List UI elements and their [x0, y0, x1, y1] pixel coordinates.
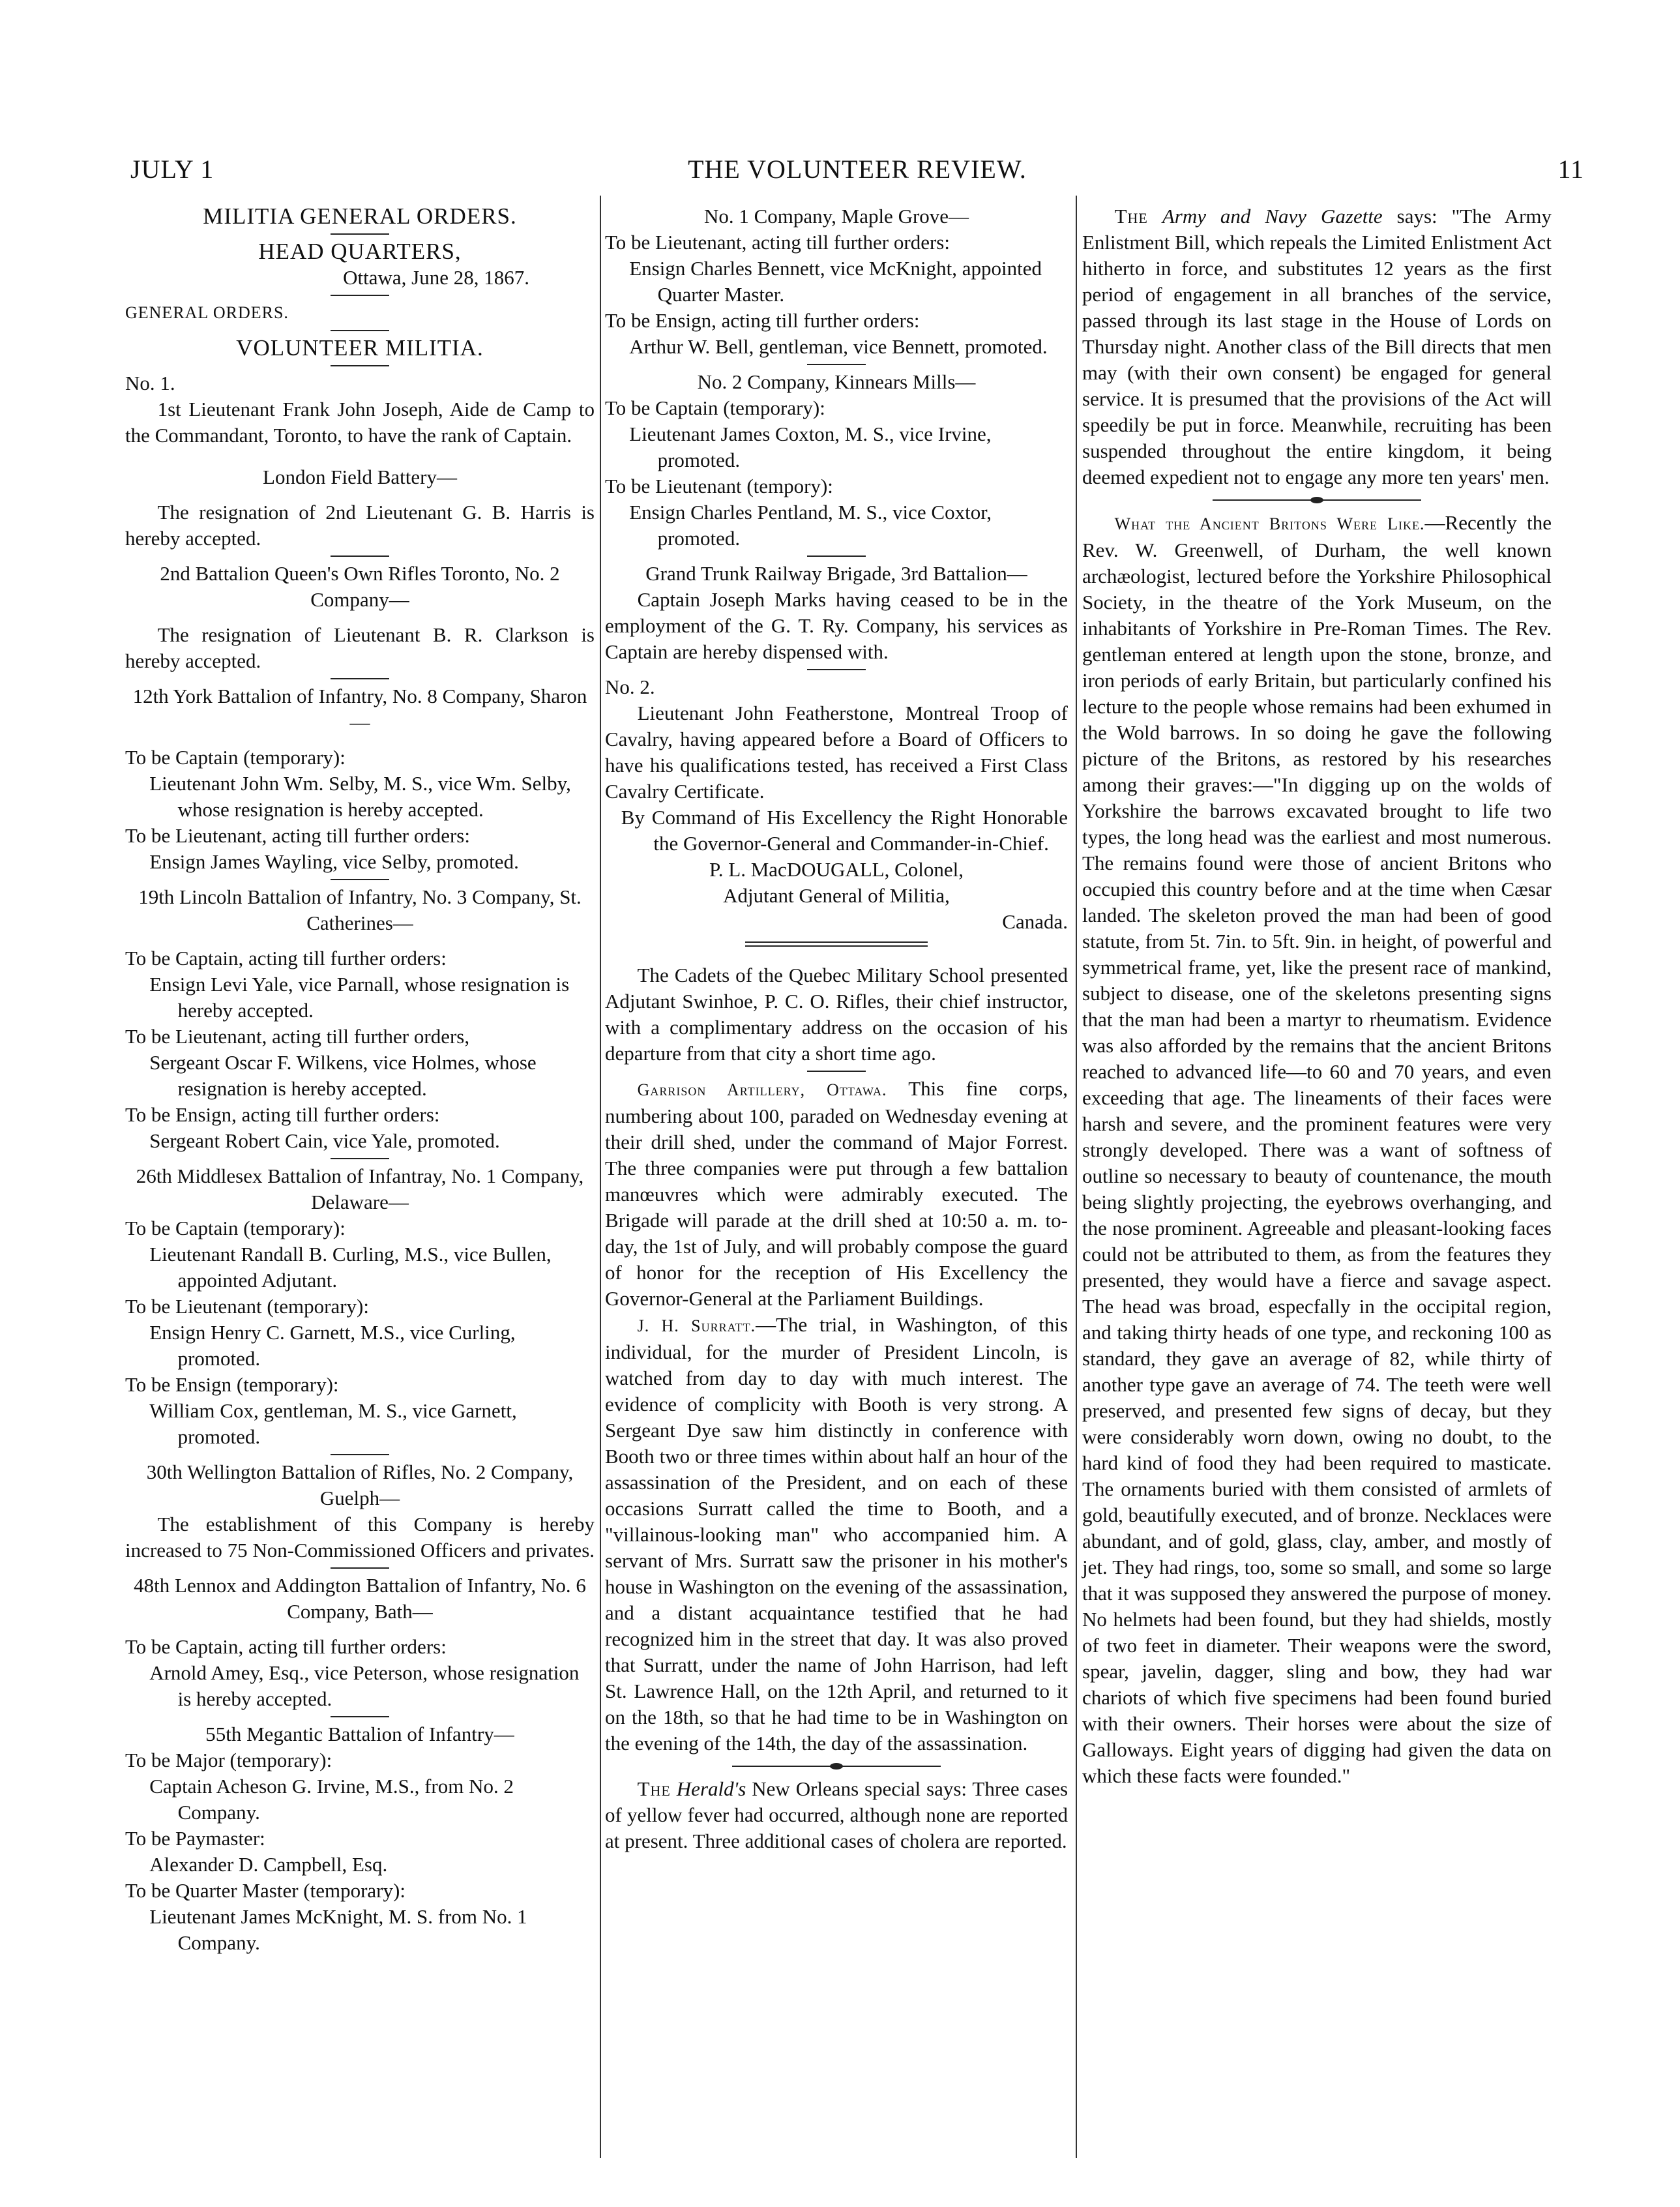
- unit-heading: Grand Trunk Railway Brigade, 3rd Battalion—: [645, 562, 1027, 585]
- unit-heading: 12th York Battalion of Infantry, No. 8 Company, Sharon—: [132, 685, 587, 733]
- order-line: To be Lieutenant, acting till further orders:: [605, 231, 950, 254]
- rule: [331, 233, 389, 235]
- rule: [331, 1158, 389, 1159]
- unit-heading: 26th Middlesex Battalion of Infantray, No. 1 Company, Delaware—: [136, 1164, 584, 1213]
- unit-heading: No. 1 Company, Maple Grove—: [703, 205, 969, 228]
- rule: [331, 1716, 389, 1717]
- order-number: No. 2.: [605, 675, 655, 698]
- rule: [807, 555, 866, 557]
- order-line: Arnold Amey, Esq., vice Peterson, whose resignation is hereby accepted.: [149, 1661, 580, 1710]
- paragraph: 1st Lieutenant Frank John Joseph, Aide de Camp to the Commandant, Toronto, to have the rank of Captain.: [125, 398, 595, 447]
- paragraph: [605, 1076, 1068, 1312]
- paragraph: [605, 1312, 1068, 1756]
- order-line: Ensign Henry C. Garnett, M.S., vice Curling, promoted.: [149, 1321, 516, 1370]
- column-2: [605, 203, 1068, 1854]
- order-number: No. 1.: [125, 372, 175, 394]
- order-line: Sergeant Robert Cain, vice Yale, promoted.: [149, 1129, 500, 1152]
- ornament-rule: [1213, 497, 1421, 503]
- ornament-rule: [732, 1763, 941, 1770]
- order-line: Arthur W. Bell, gentleman, vice Bennett, promoted.: [629, 335, 1048, 358]
- rule: [331, 295, 389, 296]
- paragraph-lead: What the Ancient Britons Were Like.: [1114, 514, 1425, 533]
- double-rule: [745, 941, 928, 947]
- header-page-number: 11: [1557, 155, 1584, 184]
- order-line: To be Lieutenant, acting till further orders:: [125, 824, 470, 847]
- rule: [331, 330, 389, 331]
- rule: [331, 879, 389, 880]
- order-line: To be Captain (temporary):: [605, 396, 825, 419]
- order-line: Ensign Charles Pentland, M. S., vice Coxtor, promoted.: [629, 501, 992, 550]
- publication-name: Herald's: [676, 1777, 746, 1800]
- dateline: Ottawa, June 28, 1867.: [343, 266, 529, 289]
- order-line: Lieutenant James McKnight, M. S. from No. 1 Company.: [149, 1905, 527, 1954]
- unit-heading: 55th Megantic Battalion of Infantry—: [205, 1723, 514, 1745]
- paragraph: [1082, 203, 1552, 490]
- column-3: [1082, 203, 1552, 1789]
- header-date: JULY 1: [130, 155, 214, 184]
- order-line: Ensign James Wayling, vice Selby, promoted.: [149, 850, 519, 873]
- paragraph: [1082, 510, 1552, 1789]
- order-line: To be Lieutenant, acting till further orders,: [125, 1025, 470, 1048]
- signature-line: Adjutant General of Militia,: [723, 884, 950, 907]
- paragraph-lead: J. H. Surratt.: [637, 1316, 756, 1335]
- paragraph-text: New Orleans special says: Three cases of yellow fever had occurred, although none are reported at present. Three additional cases of cholera are reported.: [605, 1777, 1068, 1852]
- rule: [331, 1454, 389, 1455]
- unit-heading: London Field Battery—: [263, 466, 457, 488]
- order-line: To be Captain, acting till further orders:: [125, 1635, 447, 1658]
- order-line: To be Captain (temporary):: [125, 1217, 346, 1239]
- order-line: To be Captain, acting till further orders:: [125, 947, 447, 970]
- rule: [331, 365, 389, 366]
- paragraph: The resignation of 2nd Lieutenant G. B. Harris is hereby accepted.: [125, 501, 595, 550]
- paragraph-lead: The: [637, 1777, 671, 1800]
- order-line: William Cox, gentleman, M. S., vice Garnett, promoted.: [149, 1399, 517, 1448]
- rule: [331, 678, 389, 679]
- unit-heading: 2nd Battalion Queen's Own Rifles Toronto, No. 2 Company—: [160, 562, 560, 611]
- order-line: Sergeant Oscar F. Wilkens, vice Holmes, whose resignation is hereby accepted.: [149, 1051, 537, 1100]
- paragraph-text: says: "The Army Enlistment Bill, which repeals the Limited Enlistment Act hitherto in force, and substitutes 12 years as the first period of engagement in all branches of the service, passed through its last stage in the House of Lords on Thursday night. Another class of the Bill directs that men may (with their own consent) be engaged for general service. It is presumed that the provisions of the Act will speedily be put in force. Meanwhile, recruiting has been suspended throughout the entire kingdom, it being deemed expedient not to engage any more ten years' men.: [1082, 205, 1552, 488]
- paragraph-lead: The: [1114, 205, 1148, 228]
- paragraph-lead: Garrison Artillery, Ottawa.: [637, 1080, 887, 1099]
- order-line: Captain Acheson G. Irvine, M.S., from No. 2 Company.: [149, 1775, 514, 1824]
- publication-name: Army and Navy Gazette: [1162, 205, 1383, 228]
- paragraph: Captain Joseph Marks having ceased to be in the employment of the G. T. Ry. Company, his services as Captain are hereby dispensed with.: [605, 588, 1068, 663]
- order-line: To be Lieutenant (tempory):: [605, 475, 833, 497]
- paragraph-text: This fine corps, numbering about 100, paraded on Wednesday evening at their drill shed, under the command of Major Forrest. The three companies were put through a few battalion manœuvres which were admirably executed. The Brigade will parade at the drill shed at 10:50 a. m. to-day, the 1st of July, and will probably compose the guard of honor for the reception of His Excellency the Governor-General at the Parliament Buildings.: [605, 1077, 1068, 1310]
- paragraph: [605, 1776, 1068, 1854]
- column-divider: [600, 196, 601, 2158]
- rule: [807, 1071, 866, 1072]
- paragraph-text: —Recently the Rev. W. Greenwell, of Durham, the well known archæologist, lectured before the Yorkshire Philosophical Society, in the theatre of the York Museum, on the inhabitants of Yorkshire in Pre-Roman Times. The Rev. gentleman entered at length upon the stone, bronze, and iron periods of early Britain, but particularly confined his lecture to the people whose remains had been exhumed in the Wold barrows. In so doing he gave the following picture of the Britons, as restored by his researches among their graves:—"In digging up on the wolds of Yorkshire the barrows excavated brought to life two types, the long head was the earliest and most numerous. The remains found were those of ancient Britons who occupied this country before and at the time when Cæsar landed. The skeleton proved the man had been of good statute, from 5t. 7in. to 5ft. 9in. in height, of powerful and symmetrical frame, yet, like the present race of mankind, subject to disease, one of the skeletons presenting signs that the man had been a martyr to rheumatism. Evidence was also afforded by the remains that the ancient Britons reached to advanced life—to 60 and 70 years, and even exceeding that age. The lineaments of their faces were harsh and severe, and the prominent features were very strongly developed. There was a want of softness of outline so necessary to beauty of countenance, the mouth being slightly projecting, the eyebrows overhanging, and the nose prominent. Agreeable and pleasant-looking faces could not be attributed to them, as from the features they presented, they would have a fierce and savage aspect. The head was broad, especfally in the occipital region, and taking thirty heads of one type, and reckoning 100 as standard, they gave an average of 82, while thirty of another type gave an average of 74. The teeth were well preserved, and presented few signs of decay, but they were considerably worn down, owing no doubt, to the hard kind of food they had been required to masticate. The ornaments buried with them consisted of armlets of gold, beautifully executed, and of bronze. Necklaces were abundant, and of gold, glass, clay, amber, and mostly of jet. They had rings, too, some so small, and some so large that it was supposed they answered the purpose of money. No helmets had been found, but they had shields, mostly of two feet in diameter. Their weapons were the sword, spear, javelin, dagger, sling and bow, they had war chariots of which five specimens had been found buried with their owners. Their horses were about the size of Galloways. Eight years of digging had given the data on which these facts were founded.": [1082, 511, 1552, 1787]
- unit-heading: 19th Lincoln Battalion of Infantry, No. 3 Company, St. Catherines—: [138, 885, 582, 934]
- hq-heading: HEAD QUARTERS,: [258, 239, 462, 264]
- rule: [807, 669, 866, 670]
- paragraph: By Command of His Excellency the Right Honorable the Governor-General and Commander-in-Chief.: [621, 806, 1068, 855]
- volunteer-militia-heading: VOLUNTEER MILITIA.: [236, 335, 484, 361]
- column-1: [125, 203, 595, 1956]
- order-line: To be Ensign (temporary):: [125, 1373, 339, 1396]
- order-line: To be Ensign, acting till further orders:: [125, 1103, 440, 1126]
- section-title: MILITIA GENERAL ORDERS.: [203, 203, 517, 229]
- signature-line: P. L. MacDOUGALL, Colonel,: [709, 858, 964, 881]
- order-line: Lieutenant John Wm. Selby, M. S., vice Wm. Selby, whose resignation is hereby accepted.: [149, 772, 571, 821]
- page-header: [130, 154, 1584, 186]
- order-line: Ensign Charles Bennett, vice McKnight, appointed Quarter Master.: [629, 257, 1042, 306]
- order-line: Lieutenant Randall B. Curling, M.S., vice Bullen, appointed Adjutant.: [149, 1243, 552, 1292]
- order-line: Lieutenant James Coxton, M. S., vice Irvine, promoted.: [629, 422, 992, 471]
- paragraph: The Cadets of the Quebec Military School presented Adjutant Swinhoe, P. C. O. Rifles, their chief instructor, with a complimentary address on the occasion of his departure from that city a short time ago.: [605, 964, 1068, 1065]
- paragraph-text: —The trial, in Washington, of this individual, for the murder of President Lincoln, is watched from day to day with much interest. The evidence of complicity with Booth is very strong. A Sergeant Dye saw him distinctly in conference with Booth two or three times within about half an hour of the assassination of the President, and on each of these occasions Surratt called the time to Booth, and a "villainous-looking man" who accompanied him. A servant of Mrs. Surratt saw the prisoner in his mother's house in Washington on the evening of the assassination, and a distant acquaintance testified that he had recognized him in the street that day. It was also proved that Surratt, under the name of John Harrison, had left St. Lawrence Hall, on the 12th April, and returned to it on the 18th, so that he had time to be in Washington on the evening of the 14th, the day of the assassination.: [605, 1313, 1068, 1755]
- header-title: THE VOLUNTEER REVIEW.: [688, 155, 1027, 184]
- unit-heading: 30th Wellington Battalion of Rifles, No. 2 Company, Guelph—: [146, 1460, 574, 1509]
- general-orders-label: GENERAL ORDERS.: [125, 303, 289, 322]
- rule: [331, 555, 389, 557]
- paragraph: The establishment of this Company is hereby increased to 75 Non-Commissioned Officers and privates.: [125, 1513, 595, 1562]
- rule: [807, 364, 866, 365]
- order-line: To be Captain (temporary):: [125, 746, 346, 769]
- order-line: To be Major (temporary):: [125, 1749, 332, 1771]
- order-line: Ensign Levi Yale, vice Parnall, whose resignation is hereby accepted.: [149, 973, 570, 1022]
- order-line: To be Quarter Master (temporary):: [125, 1879, 405, 1902]
- signature-line: Canada.: [1002, 910, 1068, 933]
- paragraph: The resignation of Lieutenant B. R. Clarkson is hereby accepted.: [125, 623, 595, 672]
- paragraph: Lieutenant John Featherstone, Montreal Troop of Cavalry, having appeared before a Board of Officers to have his qualifications tested, has received a First Class Cavalry Certificate.: [605, 702, 1068, 803]
- order-line: To be Ensign, acting till further orders:: [605, 309, 920, 332]
- order-line: To be Lieutenant (temporary):: [125, 1295, 369, 1318]
- order-line: To be Paymaster:: [125, 1827, 265, 1850]
- column-divider: [1076, 196, 1077, 2158]
- order-line: Alexander D. Campbell, Esq.: [149, 1853, 388, 1876]
- unit-heading: No. 2 Company, Kinnears Mills—: [697, 370, 976, 393]
- unit-heading: 48th Lennox and Addington Battalion of Infantry, No. 6 Company, Bath—: [134, 1574, 586, 1623]
- rule: [331, 1567, 389, 1569]
